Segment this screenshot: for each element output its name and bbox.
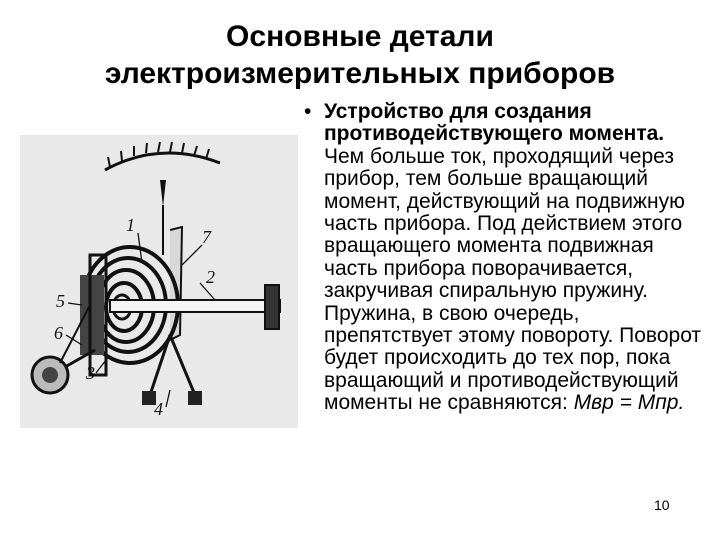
bullet-marker: • (304, 100, 312, 123)
title-line-2: электроизмерительных приборов (104, 57, 616, 90)
figure-label-7: 7 (202, 227, 211, 247)
figure-label-1: 1 (126, 215, 135, 235)
spring-mechanism-illustration (20, 135, 298, 428)
title-line-1: Основные детали (226, 20, 494, 53)
description-paragraph (324, 101, 704, 415)
figure-label-2: 2 (206, 267, 215, 287)
slide-title (0, 18, 720, 92)
formula: Мвр = Мпр. (573, 391, 685, 415)
bold-heading: Устройство для создания противодействующего момента. (324, 100, 665, 146)
body-main: Чем больше ток, проходящий через прибор, тем больше вращающий момент, действующий на подвижную часть прибора. Под действием этого вращающего момента подвижная часть прибора поворачивается, закручивая спиральную пружину. Пружина, в свою очередь, препятствует этому повороту. Поворот будет происходить до тех пор, пока вращающий и противодействующий моменты не сравняются: (324, 144, 702, 415)
figure-label-4: 4 (154, 399, 163, 419)
figure-label-3: 3 (86, 363, 95, 383)
page-number: 10 (654, 497, 670, 513)
description-text (304, 101, 704, 415)
figure-label-6: 6 (54, 323, 63, 343)
figure-label-5: 5 (56, 291, 65, 311)
